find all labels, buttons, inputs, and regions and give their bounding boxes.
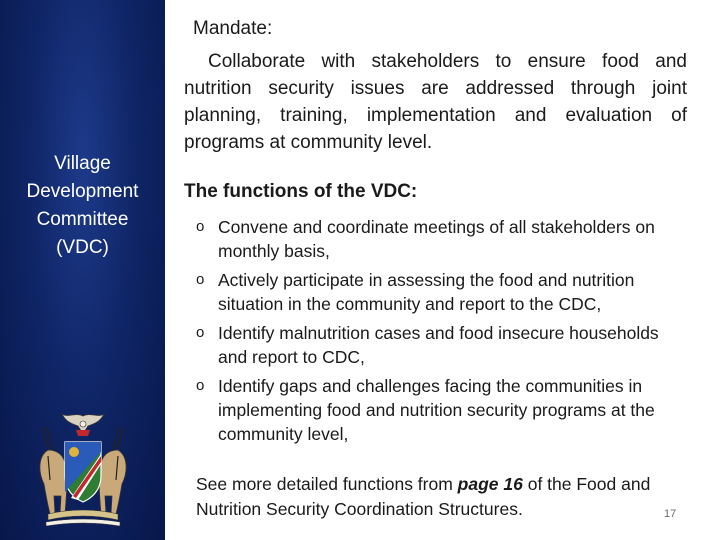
sidebar-title-line-1: Village bbox=[54, 153, 111, 174]
bullet-icon: o bbox=[196, 271, 205, 288]
page-reference: page 16 bbox=[457, 474, 523, 494]
sidebar-title-line-2: Development bbox=[26, 181, 139, 202]
sidebar-title-line-4: (VDC) bbox=[56, 237, 109, 258]
list-item-text: Actively participate in assessing the food and nutrition situation in the community and report to the CDC, bbox=[218, 270, 635, 314]
list-item-text: Identify malnutrition cases and food insecure households and report to CDC, bbox=[218, 323, 659, 367]
bullet-icon: o bbox=[196, 324, 205, 341]
see-more-note bbox=[196, 472, 676, 522]
list-item-text: Identify gaps and challenges facing the communities in implementing food and nutrition security programs at the community level, bbox=[218, 376, 655, 444]
sidebar-panel bbox=[0, 0, 165, 540]
list-item bbox=[196, 268, 686, 316]
functions-list bbox=[196, 215, 686, 451]
slide-number: 17 bbox=[664, 508, 677, 520]
list-item bbox=[196, 374, 686, 446]
sidebar-title-line-3: Committee bbox=[36, 209, 129, 230]
see-more-prefix: See more detailed functions from bbox=[196, 474, 458, 494]
sidebar-title bbox=[0, 150, 165, 262]
bullet-icon: o bbox=[196, 218, 205, 235]
list-item bbox=[196, 321, 686, 369]
bullet-icon: o bbox=[196, 377, 205, 394]
mandate-label: Mandate: bbox=[193, 18, 273, 39]
list-item-text: Convene and coordinate meetings of all stakeholders on monthly basis, bbox=[218, 217, 655, 261]
see-more-suffix: of the Food and Nutrition Security Coordination Structures. bbox=[196, 474, 651, 519]
functions-heading: The functions of the VDC: bbox=[184, 181, 418, 202]
mandate-text: Collaborate with stakeholders to ensure food and nutrition security issues are addressed through joint planning, training, implementation and evaluation of programs at community level. bbox=[184, 51, 687, 153]
list-item bbox=[196, 215, 686, 263]
coat-of-arms-icon bbox=[28, 410, 138, 528]
